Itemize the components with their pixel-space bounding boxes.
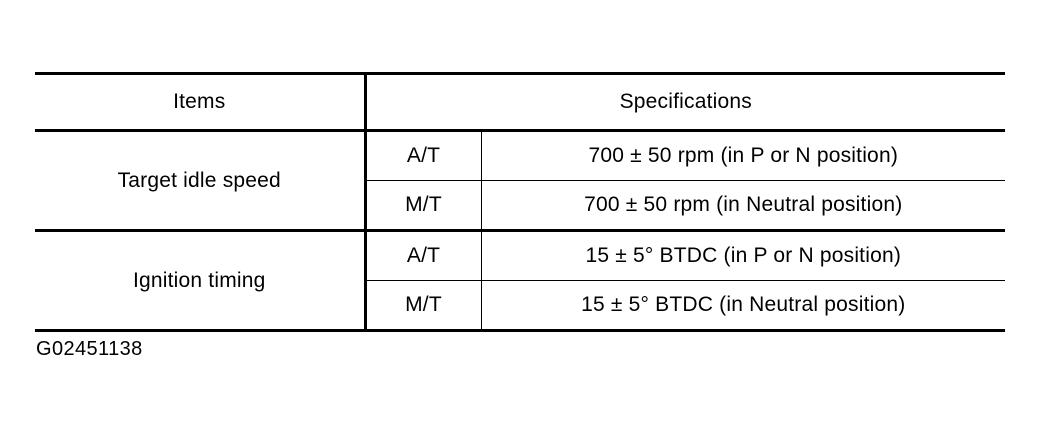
row-label-target-idle-speed: Target idle speed [35,131,365,231]
table-row [35,131,1005,181]
specification-value: 700 ± 50 rpm (in P or N position) [481,131,1005,181]
row-label-ignition-timing: Ignition timing [35,231,365,331]
specification-value: 15 ± 5° BTDC (in P or N position) [481,231,1005,281]
specification-value: 15 ± 5° BTDC (in Neutral position) [481,281,1005,331]
transmission-type: A/T [365,131,481,181]
transmission-type: A/T [365,231,481,281]
table-row [35,231,1005,281]
table-header-row [35,74,1005,131]
specification-value: 700 ± 50 rpm (in Neutral position) [481,181,1005,231]
specifications-table [35,72,1005,332]
transmission-type: M/T [365,281,481,331]
figure-caption: G02451138 [36,338,143,360]
transmission-type: M/T [365,181,481,231]
header-items: Items [35,74,365,131]
header-specifications: Specifications [365,74,1005,131]
